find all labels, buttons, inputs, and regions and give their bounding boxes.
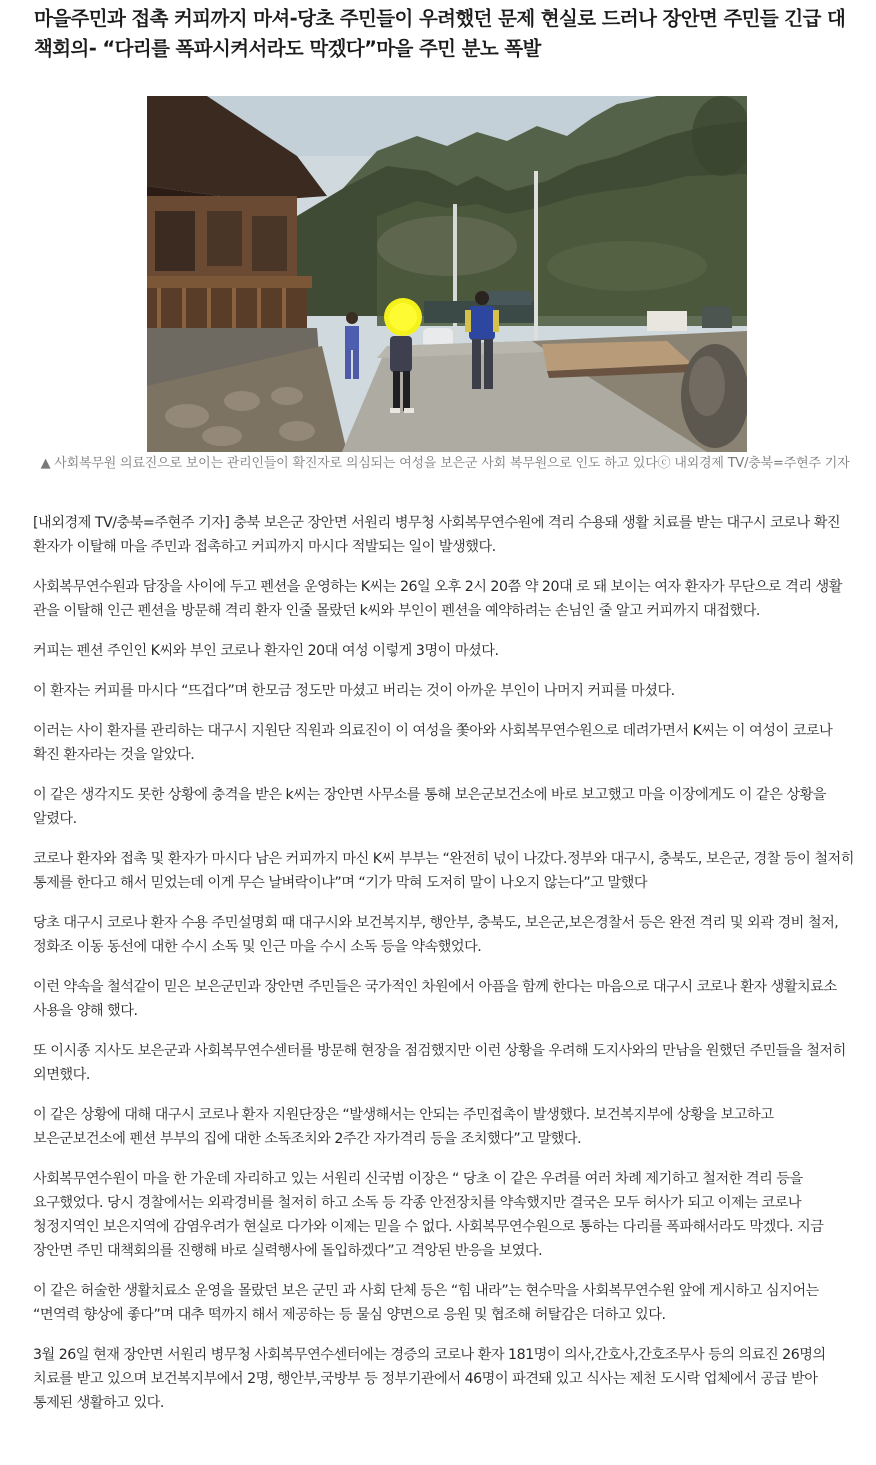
article-body [33,511,861,1415]
article-paragraph: 이 환자는 커피를 마시다 “뜨겁다”며 한모금 정도만 마셨고 버리는 것이 아까운 부인이 나머지 커피를 마셨다. [33,683,675,699]
article-paragraph: 이 같은 상황에 대해 대구시 코로나 환자 지원단장은 “발생해서는 안되는 주민접촉이 발생했다. 보건복지부에 상황을 보고하고 보은군보건소에 펜션 부부의 집에 대한 소독조치와 2주간 자가격리 등을 조치했다”고 말했다. [33,1107,774,1147]
article-paragraph: 이러는 사이 환자를 관리하는 대구시 지원단 직원과 의료진이 이 여성을 쫓아와 사회복무연수원으로 데려가면서 K씨는 이 여성이 코로나 확진 환자라는 것을 알았다. [33,723,833,763]
photo-caption: ▲ 사회복무원 의료진으로 보이는 관리인들이 확진자로 의심되는 여성을 보은군 사회 복무원으로 인도 하고 있다ⓒ 내외경제 TV/충북=주현주 기자 [40,456,850,471]
village-road-photo [147,96,747,452]
article-paragraph: 커피는 펜션 주인인 K씨와 부인 코로나 환자인 20대 여성 이렇게 3명이 마셨다. [33,643,499,659]
article-paragraph: 당초 대구시 코로나 환자 수용 주민설명회 때 대구시와 보건복지부, 행안부, 충북도, 보은군,보은경찰서 등은 완전 격리 및 외곽 경비 철저, 정화조 이동 동선에 대한 수시 소독 및 인근 마을 수시 소독 등을 약속했었다. [33,915,839,955]
article-headline: 마을주민과 접촉 커피까지 마셔-당초 주민들이 우려했던 문제 현실로 드러나 장안면 주민들 긴급 대책회의- “다리를 폭파시켜서라도 막겠다”마을 주민 분노 폭발 [34,7,846,60]
article-photo [147,96,747,452]
article-paragraph: 이 같은 허술한 생활치료소 운영을 몰랐던 보은 군민 과 사회 단체 등은 “힘 내라”는 현수막을 사회복무연수원 앞에 게시하고 심지어는 “면역력 향상에 좋다”며 대추 떡까지 해서 제공하는 등 물심 양면으로 응원 및 협조해 허탈감은 더하고 있다. [33,1283,819,1323]
article-paragraph: 이런 약속을 철석같이 믿은 보은군민과 장안면 주민들은 국가적인 차원에서 아픔을 함께 한다는 마음으로 대구시 코로나 환자 생활치료소 사용을 양해 했다. [33,979,837,1019]
article-paragraph: 사회복무연수원과 담장을 사이에 두고 펜션을 운영하는 K씨는 26일 오후 2시 20쯤 약 20대 로 돼 보이는 여자 환자가 무단으로 격리 생활 관을 이탈해 인근 펜션을 방문해 격리 환자 인줄 몰랐던 k씨와 부인이 펜션을 예약하려는 손님인 줄 알고 커피까지 대접했다. [33,579,842,619]
article-paragraph: 사회복무연수원이 마을 한 가운데 자리하고 있는 서원리 신국범 이장은 “ 당초 이 같은 우려를 여러 차례 제기하고 철저한 격리 등을 요구했었다. 당시 경찰에서는 외곽경비를 철저히 하고 소독 등 각종 안전장치를 약속했지만 결국은 모두 허사가 되고 이제는 코로나 청정지역인 보은지역에 감염우려가 현실로 다가와 이제는 믿을 수 없다. 사회복무연수원으로 통하는 다리를 폭파해서라도 막겠다. 지금 장안면 주민 대책회의를 진행해 바로 실력행사에 돌입하겠다”고 격앙된 반응을 보였다. [33,1171,824,1259]
article-paragraph: 3월 26일 현재 장안면 서원리 병무청 사회복무연수센터에는 경증의 코로나 환자 181명이 의사,간호사,간호조무사 등의 의료진 26명의 치료를 받고 있으며 보건복지부에서 2명, 행안부,국방부 등 정부기관에서 46명이 파견돼 있고 식사는 제천 도시락 업체에서 공급 받아 통제된 생활하고 있다. [33,1347,826,1411]
article-paragraph: 또 이시종 지사도 보은군과 사회복무연수센터를 방문해 현장을 점검했지만 이런 상황을 우려해 도지사와의 만남을 원했던 주민들을 철저히 외면했다. [33,1043,846,1083]
article-paragraph: 코로나 환자와 접촉 및 환자가 마시다 남은 커피까지 마신 K씨 부부는 “완전히 넋이 나갔다.정부와 대구시, 충북도, 보은군, 경찰 등이 철저히 통제를 한다고 해서 믿었는데 이게 무슨 날벼락이냐”며 “기가 막혀 도저히 말이 나오지 않는다”고 말했다 [33,851,854,891]
article-paragraph: 이 같은 생각지도 못한 상황에 충격을 받은 k씨는 장안면 사무소를 통해 보은군보건소에 바로 보고했고 마을 이장에게도 이 같은 상황을 알렸다. [33,787,826,827]
article-paragraph: [내외경제 TV/충북=주현주 기자] 충북 보은군 장안면 서원리 병무청 사회복무연수원에 격리 수용돼 생활 치료를 받는 대구시 코로나 확진 환자가 이탈해 마을 주민과 접촉하고 커피까지 마시다 적발되는 일이 발생했다. [33,515,841,555]
